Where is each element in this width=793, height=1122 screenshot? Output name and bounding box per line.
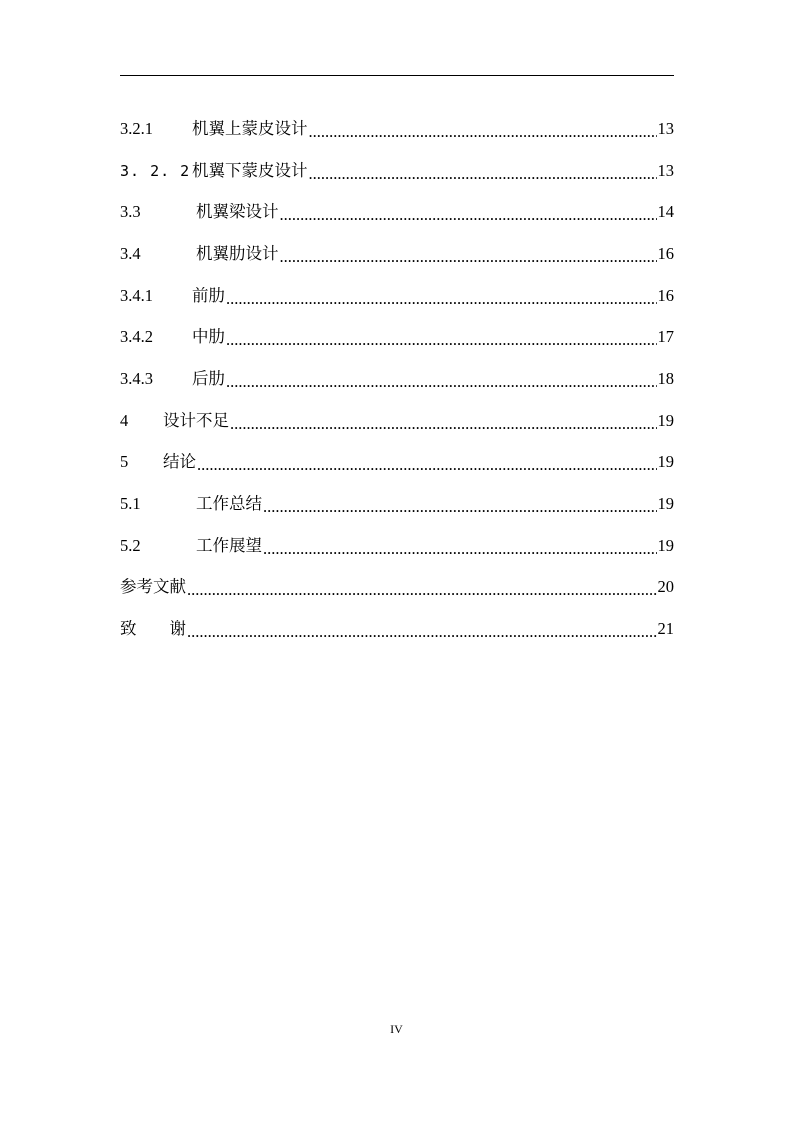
toc-dot-leader <box>280 205 657 225</box>
toc-entry-page: 18 <box>657 368 674 388</box>
toc-entry-number: 5 <box>120 452 129 472</box>
toc-entry-title: 结论 <box>163 452 196 472</box>
table-of-contents <box>120 108 674 650</box>
toc-entry-page: 13 <box>657 160 674 180</box>
toc-dot-leader <box>226 372 657 392</box>
toc-entry-title: 参考文献 <box>120 577 186 597</box>
toc-dot-leader <box>226 289 657 309</box>
toc-entry-number: 3.3 <box>120 202 141 222</box>
toc-entry-page: 20 <box>657 577 674 597</box>
toc-entry-5[interactable] <box>120 442 674 484</box>
toc-dot-leader <box>309 122 657 142</box>
toc-entry-title: 工作总结 <box>196 494 262 514</box>
toc-entry-page: 16 <box>657 243 674 263</box>
toc-dot-leader <box>309 164 657 184</box>
toc-entry-page: 19 <box>657 535 674 555</box>
toc-entry-3-4-1[interactable] <box>120 275 674 317</box>
toc-entry-3-4[interactable] <box>120 233 674 275</box>
toc-dot-leader <box>263 539 657 559</box>
toc-entry-page: 13 <box>657 118 674 138</box>
toc-entry-title: 前肋 <box>192 285 225 305</box>
page-number: IV <box>390 1022 403 1036</box>
toc-entry-number: 3.2.1 <box>120 118 153 138</box>
toc-entry-title: 工作展望 <box>196 535 262 555</box>
toc-entry-page: 17 <box>657 327 674 347</box>
toc-entry-4[interactable] <box>120 400 674 442</box>
toc-entry-page: 19 <box>657 452 674 472</box>
toc-entry-number: 5.2 <box>120 535 141 555</box>
toc-entry-title: 机翼下蒙皮设计 <box>192 160 308 180</box>
toc-entry-5-1[interactable] <box>120 483 674 525</box>
toc-entry-title: 后肋 <box>192 368 225 388</box>
toc-entry-page: 21 <box>657 619 674 639</box>
toc-dot-leader <box>187 580 657 600</box>
toc-entry-3-4-2[interactable] <box>120 316 674 358</box>
toc-entry-title: 致 谢 <box>120 619 186 639</box>
toc-entry-number: 3.4.1 <box>120 285 153 305</box>
toc-entry-number: 3.4.2 <box>120 327 153 347</box>
toc-entry-page: 19 <box>657 494 674 514</box>
toc-entry-number: 3. 2. 2 <box>120 161 191 180</box>
toc-entry-number: 3.4.3 <box>120 368 153 388</box>
toc-entry-5-2[interactable] <box>120 525 674 567</box>
toc-entry-title: 机翼肋设计 <box>196 243 279 263</box>
toc-entry-3-2-2[interactable] <box>120 150 674 192</box>
header-rule <box>120 75 674 76</box>
toc-entry-page: 16 <box>657 285 674 305</box>
toc-dot-leader <box>226 330 657 350</box>
toc-dot-leader <box>263 497 657 517</box>
toc-entry-title: 设计不足 <box>163 410 229 430</box>
toc-entry-3-2-1[interactable] <box>120 108 674 150</box>
toc-entry-title: 机翼上蒙皮设计 <box>192 118 308 138</box>
toc-entry-page: 19 <box>657 410 674 430</box>
toc-dot-leader <box>280 247 657 267</box>
toc-entry-title: 中肋 <box>192 327 225 347</box>
toc-entry-3-3[interactable] <box>120 191 674 233</box>
toc-entry-acknowledgements[interactable] <box>120 608 674 650</box>
toc-entry-references[interactable] <box>120 567 674 609</box>
toc-entry-number: 3.4 <box>120 243 141 263</box>
toc-entry-title: 机翼梁设计 <box>196 202 279 222</box>
toc-dot-leader <box>230 414 657 434</box>
toc-entry-number: 5.1 <box>120 494 141 514</box>
toc-dot-leader <box>197 455 657 475</box>
toc-entry-3-4-3[interactable] <box>120 358 674 400</box>
toc-entry-page: 14 <box>657 202 674 222</box>
toc-dot-leader <box>187 622 657 642</box>
toc-entry-number: 4 <box>120 410 129 430</box>
